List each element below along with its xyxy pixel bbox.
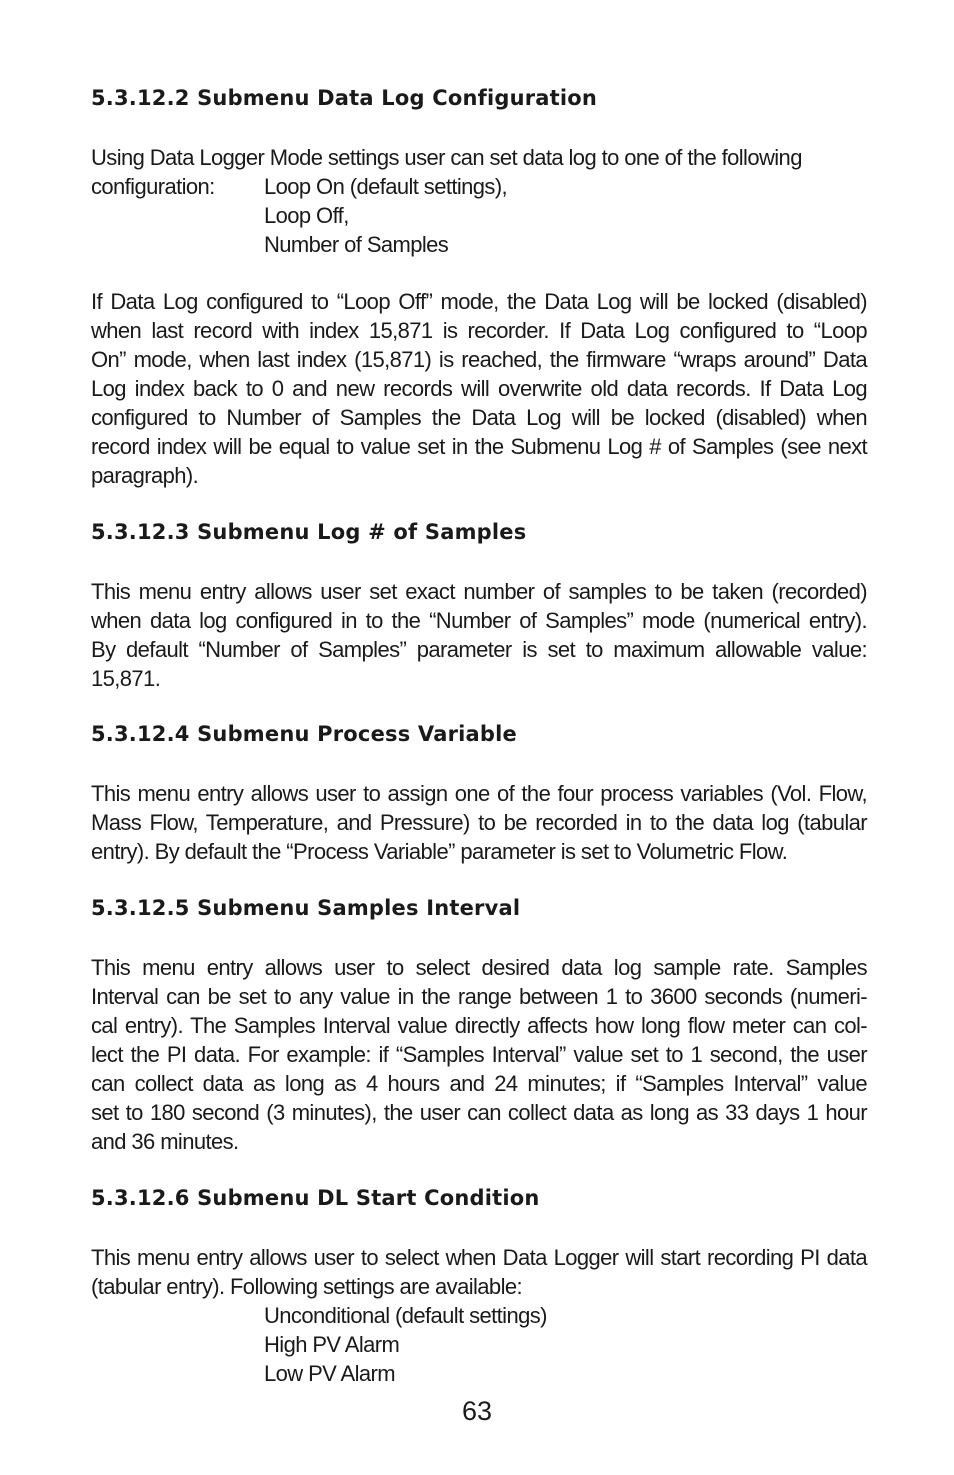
text-line: This menu entry allows user to select when Data Logger will start recording PI data (91, 1245, 867, 1270)
text-line: 15,871. (91, 666, 161, 691)
text-line: paragraph). (91, 463, 199, 488)
text-line: set to 180 second (3 minutes), the user can collect data as long as 33 days 1 hour (91, 1100, 867, 1125)
paragraph-data-log-modes-intro (91, 143, 867, 259)
section-heading-dl-start-condition: 5.3.12.6 Submenu DL Start Condition (91, 1186, 540, 1210)
text-line: record index will be equal to value set in the Submenu Log # of Samples (see next (91, 434, 867, 459)
text-line: This menu entry allows user to select desired data log sample rate. Samples (91, 955, 867, 980)
configuration-row (91, 172, 867, 201)
option-loop-on: Loop On (default settings), (264, 174, 508, 199)
text-line: lect the PI data. For example: if “Samples Interval” value set to 1 second, the user (91, 1042, 867, 1067)
section-heading-data-log-configuration: 5.3.12.2 Submenu Data Log Configuration (91, 86, 598, 110)
text-line: On” mode, when last index (15,871) is reached, the firmware “wraps around” Data (91, 347, 867, 372)
section-heading-samples-interval: 5.3.12.5 Submenu Samples Interval (91, 896, 521, 920)
text-line: when last record with index 15,871 is recorder. If Data Log configured to “Loop (91, 318, 867, 343)
text-line: This menu entry allows user to assign one of the four process variables (Vol. Flow, (91, 781, 867, 806)
option-number-of-samples: Number of Samples (264, 232, 449, 257)
text-line: If Data Log configured to “Loop Off” mode, the Data Log will be locked (disabled) (91, 289, 867, 314)
section-heading-log-number-of-samples: 5.3.12.3 Submenu Log # of Samples (91, 520, 527, 544)
text-line: (tabular entry). Following settings are available: (91, 1274, 523, 1299)
text-line: and 36 minutes. (91, 1129, 239, 1154)
text-line: cal entry). The Samples Interval value directly affects how long flow meter can col- (91, 1013, 867, 1038)
configuration-label: configuration: (91, 174, 215, 199)
option-unconditional: Unconditional (default settings) (264, 1303, 547, 1328)
option-loop-off: Loop Off, (264, 203, 349, 228)
start-condition-options-list (91, 1301, 867, 1388)
text-line: configured to Number of Samples the Data Log will be locked (disabled) when (91, 405, 867, 430)
section-heading-process-variable: 5.3.12.4 Submenu Process Variable (91, 722, 517, 746)
text-line: can collect data as long as 4 hours and 24 minutes; if “Samples Interval” value (91, 1071, 867, 1096)
paragraph-loop-behavior (91, 287, 867, 490)
text-line: Mass Flow, Temperature, and Pressure) to be recorded in to the data log (tabular (91, 810, 867, 835)
option-low-pv-alarm: Low PV Alarm (264, 1361, 395, 1386)
paragraph-dl-start-condition (91, 1243, 867, 1388)
paragraph-samples-interval (91, 953, 867, 1156)
text-line: Log index back to 0 and new records will overwrite old data records. If Data Log (91, 376, 867, 401)
text-line: By default “Number of Samples” parameter is set to maximum allowable value: (91, 637, 867, 662)
text-line: Using Data Logger Mode settings user can set data log to one of the following (91, 145, 802, 170)
text-line: Interval can be set to any value in the range between 1 to 3600 seconds (numeri- (91, 984, 867, 1009)
page-number: 63 (461, 1396, 493, 1426)
text-line: This menu entry allows user set exact number of samples to be taken (recorded) (91, 579, 867, 604)
text-line: when data log configured in to the “Number of Samples” mode (numerical entry). (91, 608, 867, 633)
paragraph-log-number-of-samples (91, 577, 867, 693)
text-line: entry). By default the “Process Variable” parameter is set to Volumetric Flow. (91, 839, 788, 864)
configuration-options-list (91, 201, 867, 259)
paragraph-process-variable (91, 779, 867, 866)
option-high-pv-alarm: High PV Alarm (264, 1332, 400, 1357)
